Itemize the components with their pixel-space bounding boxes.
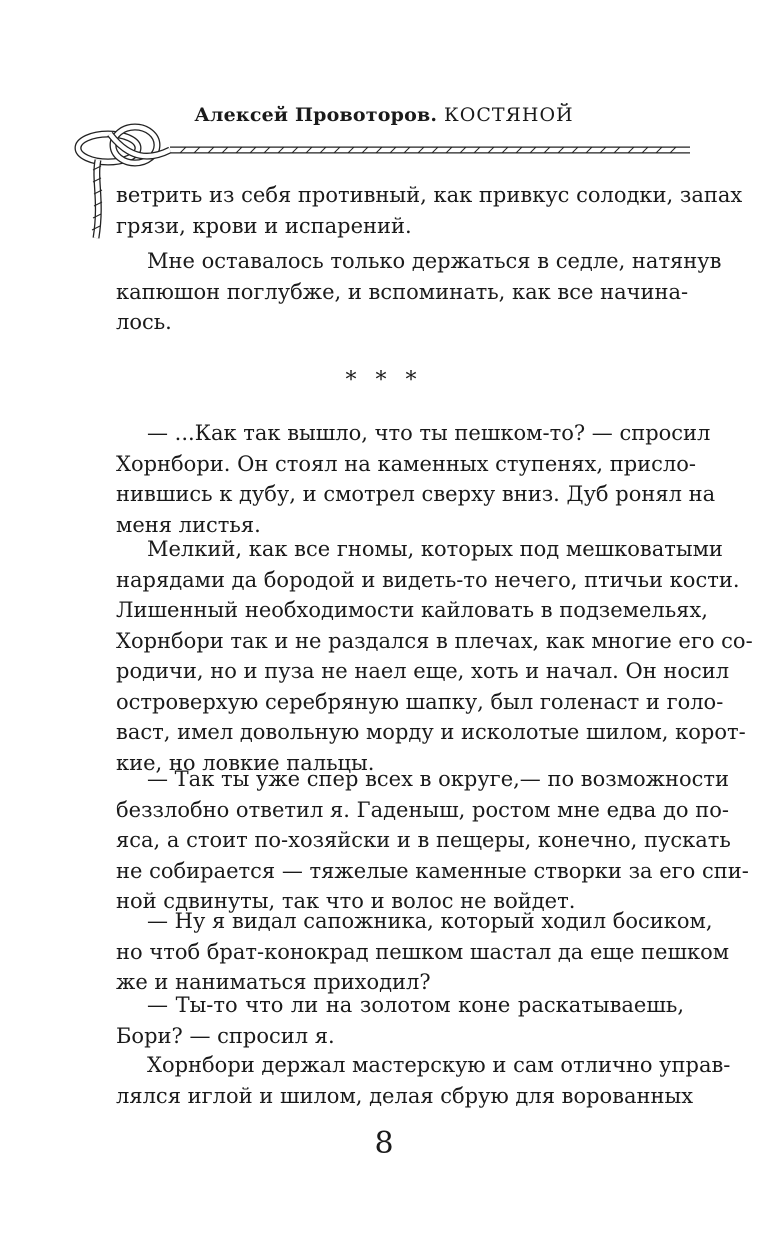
text-line: нившись к дубу, и смотрел сверху вниз. Дуб ронял на	[116, 482, 716, 506]
text-line: Хорнбори. Он стоял на каменных ступенях, присло-	[116, 451, 696, 476]
text-line: Хорнбори так и не раздался в плечах, как многие его со-	[116, 628, 753, 653]
text-line: — Ну я видал сапожника, который ходил босиком,	[147, 909, 713, 933]
text-line: васт, имел довольную морду и исколотые шилом, корот-	[116, 720, 746, 744]
text-line: Мелкий, как все гномы, которых под мешковатыми	[147, 537, 723, 561]
text-line: родичи, но и пуза не наел еще, хоть и начал. Он носил	[116, 659, 730, 683]
paragraph-7	[147, 990, 684, 1021]
paragraph-6	[147, 906, 713, 937]
section-separator: * * *	[345, 368, 423, 393]
paragraph-2-cont	[116, 277, 689, 338]
text-line: меня листья.	[116, 512, 261, 537]
text-line: нарядами да бородой и видеть-то нечего, птичьи кости.	[116, 567, 740, 592]
text-line: же и наниматься приходил?	[116, 970, 431, 994]
text-line: яса, а стоит по-хозяйски и в пещеры, конечно, пускать	[116, 828, 731, 852]
text-line: — Так ты уже спер всех в округе,— по возможности	[147, 767, 730, 791]
header-author: Алексей Провоторов.	[194, 104, 438, 126]
text-line: Мне оставалось только держаться в седле, натянув	[147, 249, 722, 273]
paragraph-8	[147, 1050, 731, 1081]
paragraph-2	[147, 246, 722, 277]
text-line: грязи, крови и испарений.	[116, 213, 412, 238]
text-line: — ...Как так вышло, что ты пешком-то? — спросил	[147, 421, 711, 445]
text-line: не собирается — тяжелые каменные створки за его спи-	[116, 858, 749, 883]
text-line: беззлобно ответил я. Гаденыш, ростом мне едва до по-	[116, 797, 729, 822]
text-line: ветрить из себя противный, как привкус солодки, запах	[116, 183, 743, 207]
text-line: капюшон поглубже, и вспоминать, как все начина-	[116, 279, 689, 304]
text-line: лось.	[116, 310, 172, 334]
paragraph-5	[147, 764, 730, 795]
text-line: но чтоб брат-конокрад пешком шастал да еще пешком	[116, 939, 730, 964]
paragraph-1	[116, 180, 743, 241]
page-number: 8	[374, 1126, 394, 1161]
paragraph-4	[147, 534, 723, 565]
paragraph-6-cont	[116, 937, 730, 998]
paragraph-5-cont	[116, 795, 749, 917]
text-line: островерхую серебряную шапку, был голенаст и голо-	[116, 689, 724, 714]
paragraph-7-cont	[116, 1021, 684, 1052]
text-line: Бори? — спросил я.	[116, 1023, 335, 1048]
text-line: ной сдвинуты, так что и волос не войдет.	[116, 889, 576, 913]
paragraph-8-cont	[116, 1081, 694, 1112]
text-line: — Ты-то что ли на золотом коне раскатываешь,	[147, 993, 684, 1017]
text-line: Лишенный необходимости кайловать в подземельях,	[116, 598, 708, 622]
text-line: Хорнбори держал мастерскую и сам отлично управ-	[147, 1053, 731, 1077]
paragraph-3	[147, 418, 711, 449]
text-line: лялся иглой и шилом, делая сбрую для ворованных	[116, 1083, 694, 1108]
paragraph-3-cont	[116, 449, 716, 541]
text-line: кие, но ловкие пальцы.	[116, 750, 375, 775]
header-title: КОСТЯНОЙ	[444, 104, 574, 126]
